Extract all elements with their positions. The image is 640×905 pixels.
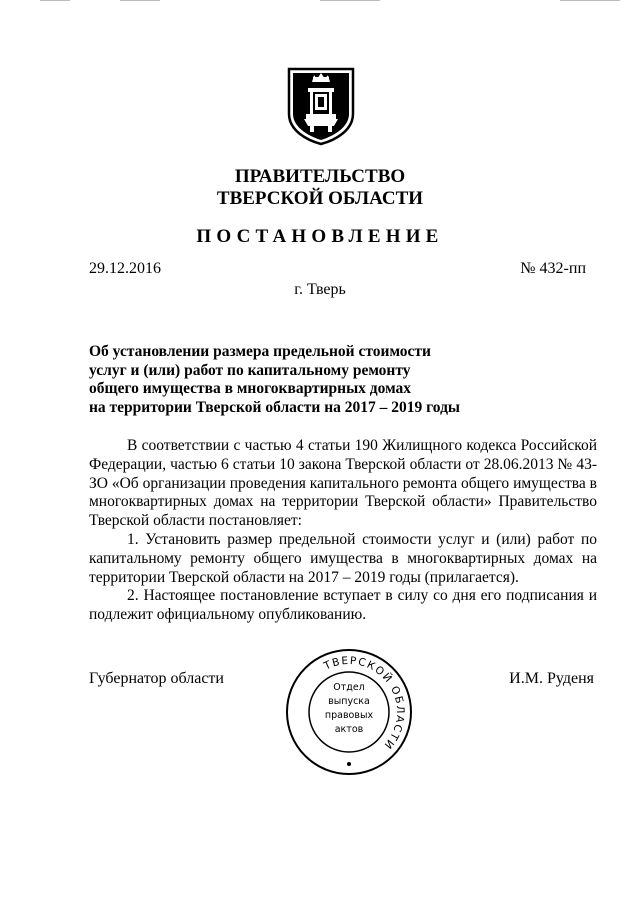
stamp-center-line: Отдел	[333, 682, 365, 693]
title-line: услуг и (или) работ по капитальному ремонту	[89, 361, 411, 379]
title-line: Об установлении размера предельной стоимости	[89, 343, 431, 360]
scan-mark	[120, 0, 160, 1]
org-name-line1: ПРАВИТЕЛЬСТВО	[234, 166, 406, 187]
body-paragraph: В соответствии с частью 4 статьи 190 Жилищного кодекса Российской Федерации, частью 6 статьи 10 закона Тверской области от 28.06.2013 № 43-ЗО «Об организации проведения капитального ремонта общего имущества в многоквартирных домах на территории Тверской области» Правительство Тверской области постановляет:	[89, 437, 597, 530]
document-title	[89, 343, 509, 417]
signer-position: Губернатор области	[89, 670, 224, 687]
title-line: на территории Тверской области на 2017 – 2019 годы	[89, 398, 461, 416]
body-paragraph: 2. Настоящее постановление вступает в силу со дня его подписания и подлежит официальному опубликованию.	[89, 587, 597, 624]
stamp-center-line: правовых	[324, 710, 374, 721]
scan-mark	[560, 0, 620, 1]
document-city: г. Тверь	[294, 281, 346, 298]
body-paragraph: 1. Установить размер предельной стоимости услуг и (или) работ по капитальному ремонту общего имущества в многоквартирных домах на территории Тверской области на 2017 – 2019 годы (прилагается).	[89, 530, 597, 586]
stamp-center-line: выпуска	[328, 696, 370, 707]
document-body	[89, 437, 597, 625]
document-number: № 432-пп	[520, 260, 586, 277]
official-stamp	[283, 646, 415, 778]
document-date: 29.12.2016	[89, 260, 161, 277]
document-type: ПОСТАНОВЛЕНИЕ	[196, 226, 444, 247]
stamp-ring-text: ТВЕРСКОЙ ОБЛАСТИ	[322, 654, 407, 752]
coat-of-arms-emblem	[286, 66, 356, 146]
signer-name: И.М. Руденя	[509, 670, 594, 687]
stamp-center-line: актов	[334, 724, 364, 735]
scan-mark	[320, 0, 380, 1]
org-name-line2: ТВЕРСКОЙ ОБЛАСТИ	[216, 188, 424, 209]
title-line: общего имущества в многоквартирных домах	[89, 380, 412, 397]
scan-mark	[40, 0, 70, 1]
